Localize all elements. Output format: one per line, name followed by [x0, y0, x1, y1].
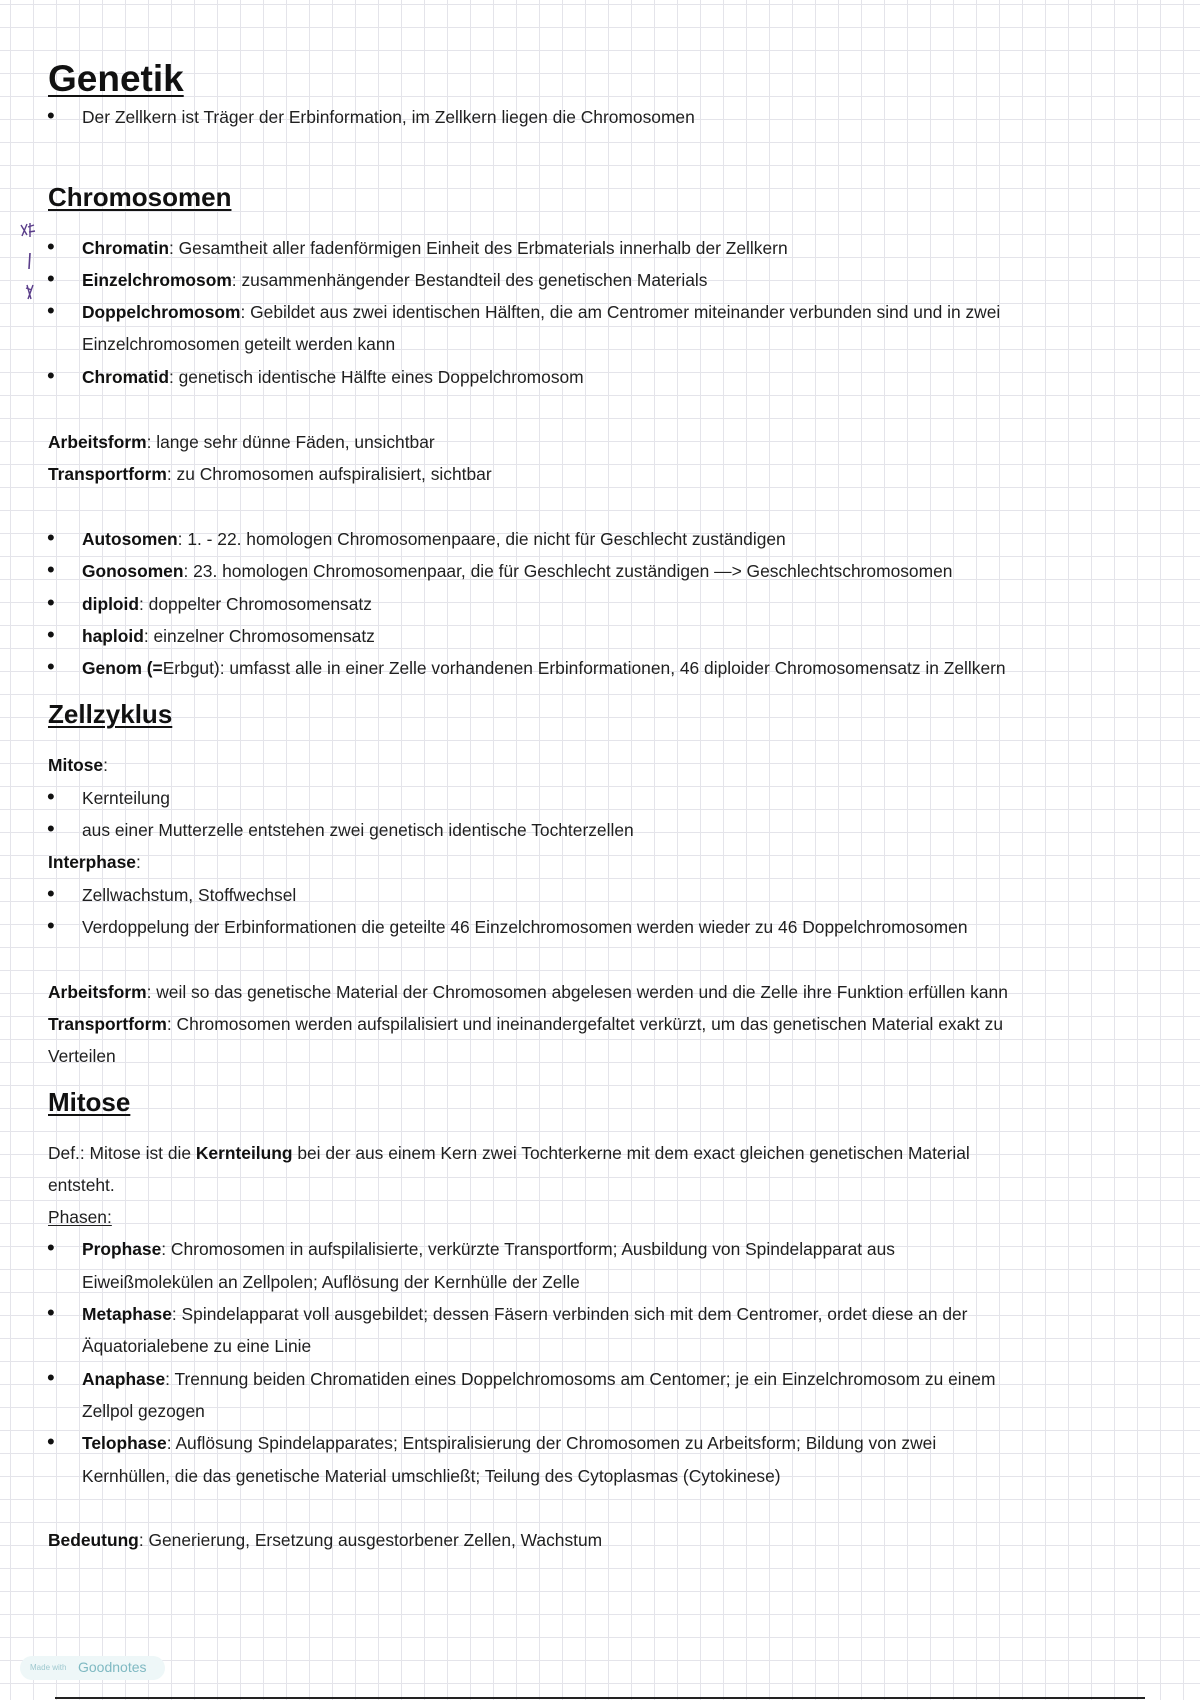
- handwritten-mark-chromatin: [18, 219, 38, 241]
- list-item-continuation: Äquatorialebene zu eine Linie: [82, 1336, 312, 1356]
- mitose-definition: Def.: Mitose ist die Kernteilung bei der aus einem Kern zwei Tochterkerne mit dem exact gleichen genetischen Material: [48, 1143, 970, 1163]
- list-item: • Anaphase: Trennung beiden Chromatiden eines Doppelchromosoms am Centomer; je ein Einzelchromosom zu einem: [82, 1368, 995, 1390]
- list-item: • Chromatin: Gesamtheit aller fadenförmigen Einheit des Erbmaterials innerhalb der Zellkern: [82, 237, 788, 259]
- list-item: • Chromatid: genetisch identische Hälfte eines Doppelchromosom: [82, 366, 584, 388]
- page-title: Genetik: [48, 58, 184, 99]
- list-item: • Zellwachstum, Stoffwechsel: [82, 884, 296, 906]
- list-item: • Genom (=Erbgut): umfasst alle in einer Zelle vorhandenen Erbinformationen, 46 diploider Chromosomensatz in Zellkern: [82, 657, 1006, 679]
- phasen-label: Phasen:: [48, 1207, 112, 1227]
- list-item-continuation: Eiweißmolekülen an Zellpolen; Auflösung der Kernhülle der Zelle: [82, 1272, 580, 1292]
- list-item: • diploid: doppelter Chromosomensatz: [82, 593, 372, 615]
- definition-line: Bedeutung: Generierung, Ersetzung ausgestorbener Zellen, Wachstum: [48, 1530, 603, 1550]
- handwritten-mark-einzelchromosom: [18, 250, 38, 272]
- definition-line: Transportform: zu Chromosomen aufspiralisiert, sichtbar: [48, 464, 492, 484]
- list-item-continuation: Einzelchromosomen geteilt werden kann: [82, 334, 396, 354]
- intro-bullet: • Der Zellkern ist Träger der Erbinformation, im Zellkern liegen die Chromosomen: [82, 106, 695, 128]
- list-item: • Gonosomen: 23. homologen Chromosomenpaar, die für Geschlecht zuständigen —> Geschlechtschromosomen: [82, 560, 952, 582]
- definition-line: Transportform: Chromosomen werden aufspilalisiert und ineinandergefaltet verkürzt, um das genetischen Material exakt zu: [48, 1014, 1004, 1034]
- goodnotes-logo: Made with Goodnotes: [20, 1656, 165, 1680]
- list-item: • Verdoppelung der Erbinformationen die geteilte 46 Einzelchromosomen werden wieder zu 46 Doppelchromosomen: [82, 916, 968, 938]
- label-interphase: Interphase:: [48, 852, 141, 872]
- list-item: • aus einer Mutterzelle entstehen zwei genetisch identische Tochterzellen: [82, 819, 634, 841]
- list-item: • haploid: einzelner Chromosomensatz: [82, 625, 375, 647]
- list-item: • Telophase: Auflösung Spindelapparates; Entspiralisierung der Chromosomen zu Arbeitsform; Bildung von zwei: [82, 1432, 936, 1454]
- handwritten-mark-doppelchromosom: [18, 281, 38, 303]
- heading-chromosomen: Chromosomen: [48, 182, 232, 212]
- list-item: • Kernteilung: [82, 787, 170, 809]
- definition-line: Arbeitsform: lange sehr dünne Fäden, unsichtbar: [48, 432, 435, 452]
- label-mitose: Mitose:: [48, 755, 108, 775]
- bottom-rule: [55, 1697, 1145, 1699]
- list-item: • Autosomen: 1. - 22. homologen Chromosomenpaare, die nicht für Geschlecht zuständigen: [82, 528, 786, 550]
- definition-line: Arbeitsform: weil so das genetische Material der Chromosomen abgelesen werden und die Zelle ihre Funktion erfüllen kann: [48, 982, 1008, 1002]
- mitose-definition-continuation: entsteht.: [48, 1175, 115, 1195]
- heading-zellzyklus: Zellzyklus: [48, 699, 173, 729]
- list-item: • Metaphase: Spindelapparat voll ausgebildet; dessen Fäsern verbinden sich mit dem Centromer, ordet diese an der: [82, 1303, 967, 1325]
- list-item-continuation: Kernhüllen, die das genetische Material umschließt; Teilung des Cytoplasmas (Cytokinese): [82, 1466, 781, 1486]
- definition-continuation: Verteilen: [48, 1046, 116, 1066]
- list-item: • Prophase: Chromosomen in aufspilalisierte, verkürzte Transportform; Ausbildung von Spindelapparat aus: [82, 1238, 895, 1260]
- list-item: • Einzelchromosom: zusammenhängender Bestandteil des genetischen Materials: [82, 269, 707, 291]
- heading-mitose: Mitose: [48, 1087, 131, 1117]
- list-item-continuation: Zellpol gezogen: [82, 1401, 205, 1421]
- list-item: • Doppelchromosom: Gebildet aus zwei identischen Hälften, die am Centromer miteinander verbunden sind und in zwei: [82, 301, 1000, 323]
